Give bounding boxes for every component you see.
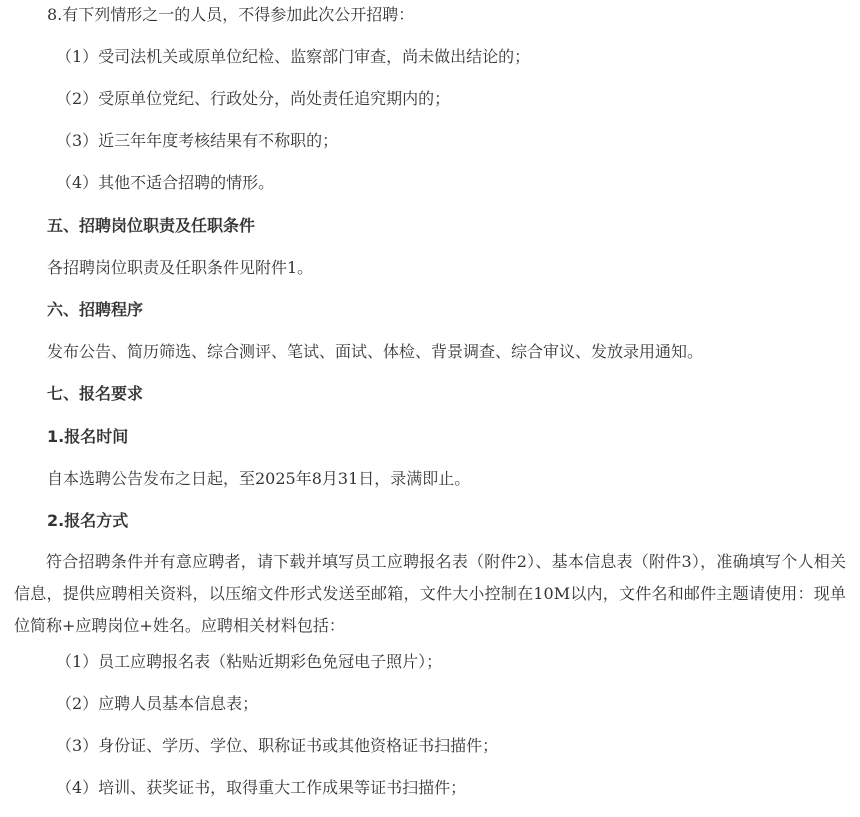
list-item: （4）培训、获奖证书，取得重大工作成果等证书扫描件； [56, 778, 467, 797]
list-item: （3）身份证、学历、学位、职称证书或其他资格证书扫描件； [56, 736, 499, 755]
sub1-text: 自本选聘公告发布之日起，至2025年8月31日，录满即止。 [47, 469, 471, 488]
item8-title: 8.有下列情形之一的人员，不得参加此次公开招聘： [47, 5, 415, 24]
section5-text: 各招聘岗位职责及任职条件见附件1。 [47, 258, 314, 277]
sub2-paragraph: 符合招聘条件并有意应聘者，请下载并填写员工应聘报名表（附件2）、基本信息表（附件3），准确填写个人相关信息，提供应聘相关资料，以压缩文件形式发送至邮箱，文件大小控制在10M以内，文件名和邮件主题请使用：现单位简称+应聘岗位+姓名。应聘相关材料包括： [14, 552, 846, 635]
section5-heading: 五、招聘岗位职责及任职条件 [47, 216, 256, 235]
list-item: （1）受司法机关或原单位纪检、监察部门审查，尚未做出结论的； [56, 47, 531, 66]
sub2-heading: 2.报名方式 [47, 511, 129, 530]
list-item: （2）受原单位党纪、行政处分，尚处责任追究期内的； [56, 89, 451, 108]
section6-text: 发布公告、简历筛选、综合测评、笔试、面试、体检、背景调查、综合审议、发放录用通知。 [47, 342, 704, 361]
section7-heading: 七、报名要求 [47, 384, 144, 403]
list-item: （2）应聘人员基本信息表； [56, 694, 259, 713]
list-item: （4）其他不适合招聘的情形。 [56, 173, 275, 192]
section6-heading: 六、招聘程序 [47, 300, 144, 319]
list-item: （3）近三年年度考核结果有不称职的； [56, 131, 339, 150]
sub1-heading: 1.报名时间 [47, 427, 129, 446]
list-item: （1）员工应聘报名表（粘贴近期彩色免冠电子照片）； [56, 652, 443, 671]
